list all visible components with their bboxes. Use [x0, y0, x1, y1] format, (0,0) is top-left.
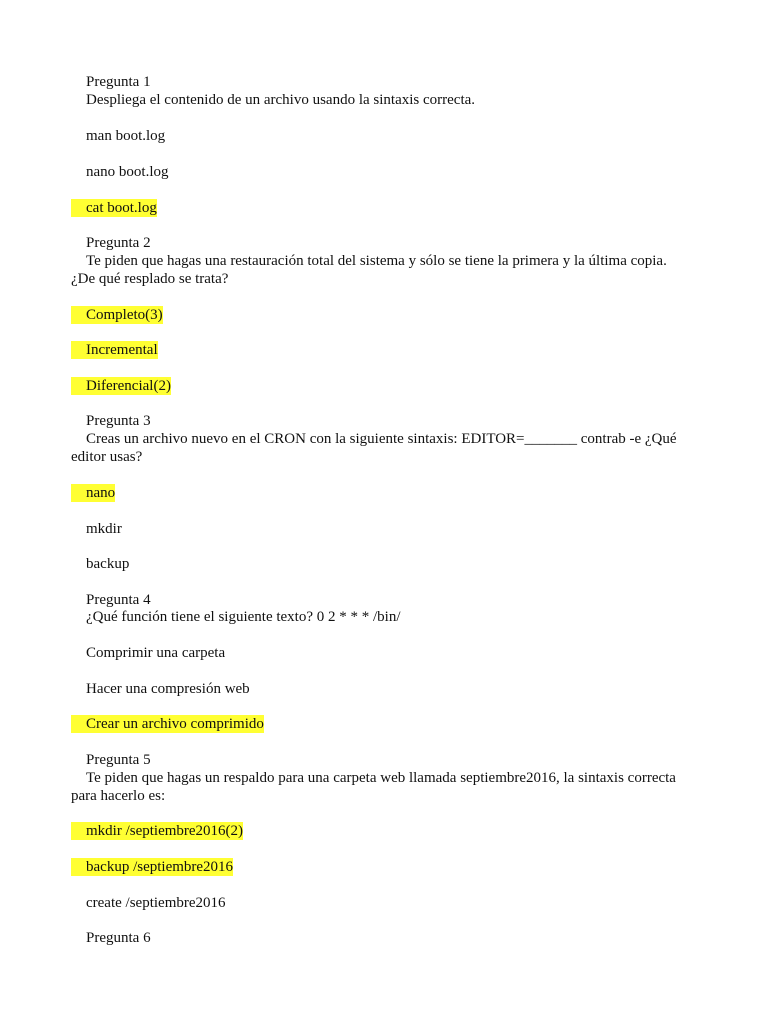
answer-option-highlighted: Completo(3): [71, 306, 163, 324]
answer-option: man boot.log: [86, 128, 166, 144]
answer-option: create /septiembre2016: [86, 895, 226, 911]
question-title: Pregunta 1: [86, 74, 151, 90]
question-prompt: Creas un archivo nuevo en el CRON con la siguiente sintaxis: EDITOR=_______ contrab -e ¿Qué: [86, 431, 677, 447]
question-title: Pregunta 4: [86, 592, 151, 608]
question-title: Pregunta 3: [86, 413, 151, 429]
answer-option-highlighted: mkdir /septiembre2016(2): [71, 822, 243, 840]
question-prompt-continuation: editor usas?: [71, 449, 143, 465]
answer-option-highlighted: nano: [71, 484, 115, 502]
answer-option-highlighted: backup /septiembre2016: [71, 858, 233, 876]
question-prompt: ¿Qué función tiene el siguiente texto? 0 2 * * * /bin/: [86, 609, 401, 625]
question-prompt: Despliega el contenido de un archivo usando la sintaxis correcta.: [86, 92, 476, 108]
answer-option: Hacer una compresión web: [86, 681, 250, 697]
answer-option: mkdir: [86, 521, 122, 537]
answer-option-highlighted: Crear un archivo comprimido: [71, 715, 264, 733]
question-title: Pregunta 6: [86, 930, 151, 946]
question-prompt-continuation: ¿De qué resplado se trata?: [71, 271, 229, 287]
answer-option: nano boot.log: [86, 164, 169, 180]
question-prompt-continuation: para hacerlo es:: [71, 788, 166, 804]
question-title: Pregunta 5: [86, 752, 151, 768]
answer-option-highlighted: Incremental: [71, 341, 158, 359]
question-title: Pregunta 2: [86, 235, 151, 251]
answer-option: Comprimir una carpeta: [86, 645, 226, 661]
question-prompt: Te piden que hagas un respaldo para una carpeta web llamada septiembre2016, la sintaxis correcta: [86, 770, 676, 786]
answer-option-highlighted: cat boot.log: [71, 199, 157, 217]
answer-option-highlighted: Diferencial(2): [71, 377, 171, 395]
answer-option: backup: [86, 556, 130, 572]
question-prompt: Te piden que hagas una restauración total del sistema y sólo se tiene la primera y la última copia.: [86, 253, 667, 269]
